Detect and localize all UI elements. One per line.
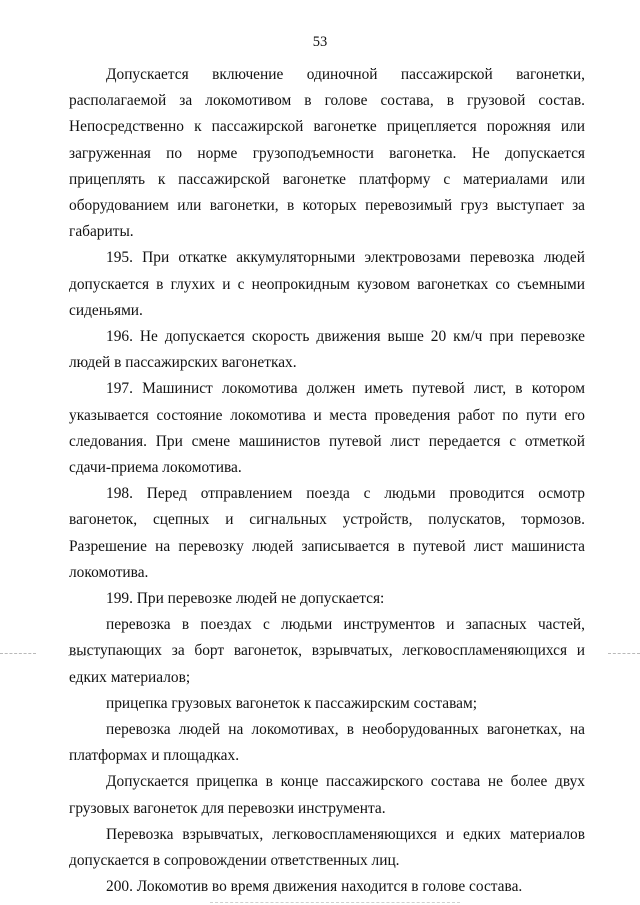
paragraph-198: 198. Перед отправлением поезда с людьми проводится осмотр вагонеток, сцепных и сигнальных устройств, полускатов, тормозов. Разрешение на перевозку людей записывается в путевой лист машиниста локомотива. (69, 485, 585, 581)
paragraph-199-item-coupling: прицепка грузовых вагонеток к пассажирским составам; (106, 694, 478, 712)
page-number: 53 (312, 34, 328, 50)
paragraph-200: 200. Локомотив во время движения находится в голове состава. (106, 878, 523, 896)
scan-artifact-dash (608, 653, 640, 654)
paragraph-199: 199. При перевозке людей не допускается: (106, 590, 385, 608)
paragraph-hazardous-materials: Перевозка взрывчатых, легковоспламеняющихся и едких материалов допускается в сопровождении ответственных лиц. (69, 825, 585, 870)
paragraph-195: 195. При откатке аккумуляторными электровозами перевозка людей допускается в глухих и с неопрокидным кузовом вагонетках со съемными сиденьями. (69, 249, 585, 319)
paragraph-197: 197. Машинист локомотива должен иметь путевой лист, в котором указывается состояние локомотива и места проведения работ по пути его следования. При смене машинистов путевой лист передается с отметкой сдачи-приема локомотива. (69, 380, 585, 477)
paragraph-tool-wagons-allowed: Допускается прицепка в конце пассажирского состава не более двух грузовых вагонеток для перевозки инструмента. (69, 773, 585, 817)
scan-artifact-dash (0, 653, 36, 654)
paragraph-196: 196. Не допускается скорость движения выше 20 км/ч при перевозке людей в пассажирских вагонетках. (69, 328, 585, 372)
scan-artifact-edge (210, 902, 460, 903)
document-body (69, 62, 585, 901)
scan-artifact-dash (68, 655, 90, 656)
paragraph-199-item-tools: перевозка в поездах с людьми инструментов и запасных частей, выступающих за борт вагонеток, взрывчатых, легковоспламеняющихся и едких материалов; (69, 616, 585, 686)
paragraph-199-item-locomotives: перевозка людей на локомотивах, в необорудованных вагонетках, на платформах и площадках. (69, 721, 585, 765)
scan-artifact-dash (478, 654, 540, 655)
paragraph-passenger-wagon-coupling: Допускается включение одиночной пассажирской вагонетки, располагаемой за локомотивом в голове состава, в грузовой состав. Непосредственно к пассажирской вагонетке прицепляется порожняя или загруженная по норме грузоподъемности вагонетка. Не допускается прицеплять к пассажирской вагонетке платформу с материалами или оборудованием или вагонетки, в которых перевозимый груз выступает за габариты. (69, 66, 585, 241)
